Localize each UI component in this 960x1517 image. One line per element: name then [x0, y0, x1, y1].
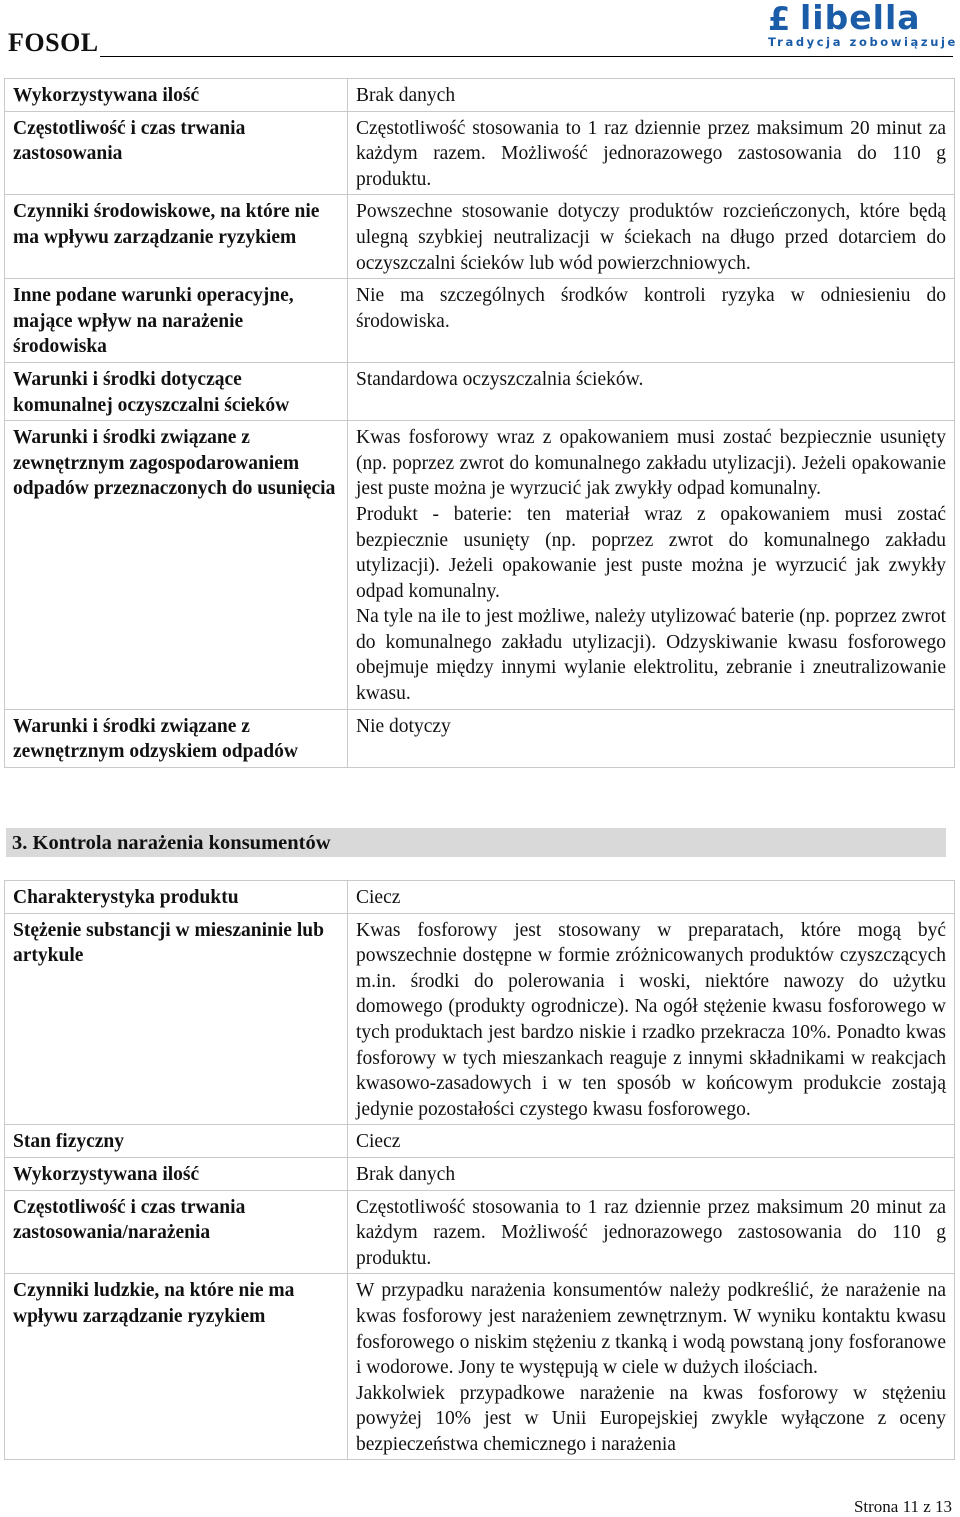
table-row: [5, 1274, 955, 1460]
row-value: Ciecz: [348, 881, 955, 914]
table-row: [5, 195, 955, 279]
header-divider: [100, 56, 953, 57]
table-row: [5, 111, 955, 195]
table-row: [5, 881, 955, 914]
row-label: Stężenie substancji w mieszaninie lub artykule: [5, 913, 348, 1125]
row-value: Kwas fosforowy jest stosowany w preparatach, które mogą być powszechnie dostępne w formie zróżnicowanych produktów czyszczących m.in. środki do polerowania i woski, niektóre nawozy do użytku domowego (produkty ogrodnicze). Na ogół stężenie kwasu fosforowego w tych produktach jest bardzo niskie i rzadko przekracza 10%. Ponadto kwas fosforowy w tych mieszankach reaguje z innymi składnikami w reakcjach kwasowo-zasadowych i w ten sposób w końcowym produkcie zostają jedynie pozostałości czystego kwasu fosforowego.: [348, 913, 955, 1125]
section-heading-bar: [6, 828, 946, 857]
row-value: Kwas fosforowy wraz z opakowaniem musi zostać bezpiecznie usunięty (np. poprzez zwrot do komunalnego zakładu utylizacji). Jeżeli opakowanie jest puste można je wyrzucić jak zwykły odpad komunalny.: [356, 427, 946, 500]
row-value: Standardowa oczyszczalnia ścieków.: [348, 362, 955, 420]
row-value: Częstotliwość stosowania to 1 raz dziennie przez maksimum 20 minut za każdym razem. Możliwość jednorazowego zastosowania do 110 g produktu.: [348, 111, 955, 195]
row-label: Częstotliwość i czas trwania zastosowania: [5, 111, 348, 195]
consumer-exposure-table: [4, 880, 955, 1460]
row-label: Czynniki środowiskowe, na które nie ma wpływu zarządzanie ryzykiem: [5, 195, 348, 279]
pound-logo-icon: £: [768, 0, 791, 38]
row-value: Jakkolwiek przypadkowe narażenie na kwas fosforowy w stężeniu powyżej 10% jest w Unii Europejskiej zwykle wyłączone z oceny bezpieczeństwa chemicznego i narażenia: [356, 1382, 946, 1455]
row-value: Nie ma szczególnych środków kontroli ryzyka w odniesieniu do środowiska.: [348, 279, 955, 363]
row-value: Częstotliwość stosowania to 1 raz dziennie przez maksimum 20 minut za każdym razem. Możliwość jednorazowego zastosowania do 110 g produktu.: [348, 1190, 955, 1274]
row-value: Powszechne stosowanie dotyczy produktów rozcieńczonych, które będą ulegną szybkiej neutralizacji w ściekach na długo przed dotarciem do oczyszczalni ścieków lub wód powierzchniowych.: [348, 195, 955, 279]
row-value: Produkt - baterie: ten materiał wraz z opakowaniem musi zostać bezpiecznie usunięty (np. poprzez zwrot do komunalnego zakładu utylizacji). Jeżeli opakowanie jest puste można je wyrzucić jak zwykły odpad komunalny.: [356, 503, 946, 602]
row-label: Charakterystyka produktu: [5, 881, 348, 914]
table-row: [5, 709, 955, 767]
row-value-group: [348, 421, 955, 710]
row-value: W przypadku narażenia konsumentów należy podkreślić, że narażenie na kwas fosforowy jest narażeniem zewnętrznym. W wyniku kontaktu kwasu fosforowego o niskim stężeniu z tkanką i wodą powstaną jony fosforanowe i wodorowe. Jony te występują w ciele w dużych ilościach.: [356, 1280, 946, 1379]
logo-tagline: Tradycja zobowiązuje: [768, 35, 958, 49]
row-label: Wykorzystywana ilość: [5, 79, 348, 112]
row-label: Warunki i środki dotyczące komunalnej oczyszczalni ścieków: [5, 362, 348, 420]
page-header: [0, 0, 960, 60]
row-value: Nie dotyczy: [348, 709, 955, 767]
row-label: Inne podane warunki operacyjne, mające wpływ na narażenie środowiska: [5, 279, 348, 363]
table-row: [5, 913, 955, 1125]
environment-exposure-table: [4, 78, 955, 768]
row-value: Brak danych: [348, 79, 955, 112]
table-row: [5, 79, 955, 112]
document-title: FOSOL: [8, 28, 99, 57]
row-label: Wykorzystywana ilość: [5, 1157, 348, 1190]
libella-logo: [764, 2, 956, 50]
row-value-group: [348, 1274, 955, 1460]
table-row: [5, 421, 955, 710]
table-row: [5, 1190, 955, 1274]
logo-wordmark: libella: [800, 0, 921, 37]
row-label: Stan fizyczny: [5, 1125, 348, 1158]
page-number: Strona 11 z 13: [853, 1497, 952, 1516]
row-label: Czynniki ludzkie, na które nie ma wpływu zarządzanie ryzykiem: [5, 1274, 348, 1460]
section-title: 3. Kontrola narażenia konsumentów: [12, 832, 331, 854]
row-value: Brak danych: [348, 1157, 955, 1190]
row-value: Ciecz: [348, 1125, 955, 1158]
table-row: [5, 1125, 955, 1158]
table-row: [5, 362, 955, 420]
row-value: Na tyle na ile to jest możliwe, należy utylizować baterie (np. poprzez zwrot do komunalnego zakładu utylizacji). Odzyskiwanie kwasu fosforowego obejmuje między innymi wylanie elektrolitu, zebranie i zneutralizowanie kwasu.: [356, 606, 946, 705]
table-row: [5, 1157, 955, 1190]
row-label: Warunki i środki związane z zewnętrznym odzyskiem odpadów: [5, 709, 348, 767]
table-row: [5, 279, 955, 363]
row-label: Częstotliwość i czas trwania zastosowania/narażenia: [5, 1190, 348, 1274]
row-label: Warunki i środki związane z zewnętrznym zagospodarowaniem odpadów przeznaczonych do usunięcia: [5, 421, 348, 710]
